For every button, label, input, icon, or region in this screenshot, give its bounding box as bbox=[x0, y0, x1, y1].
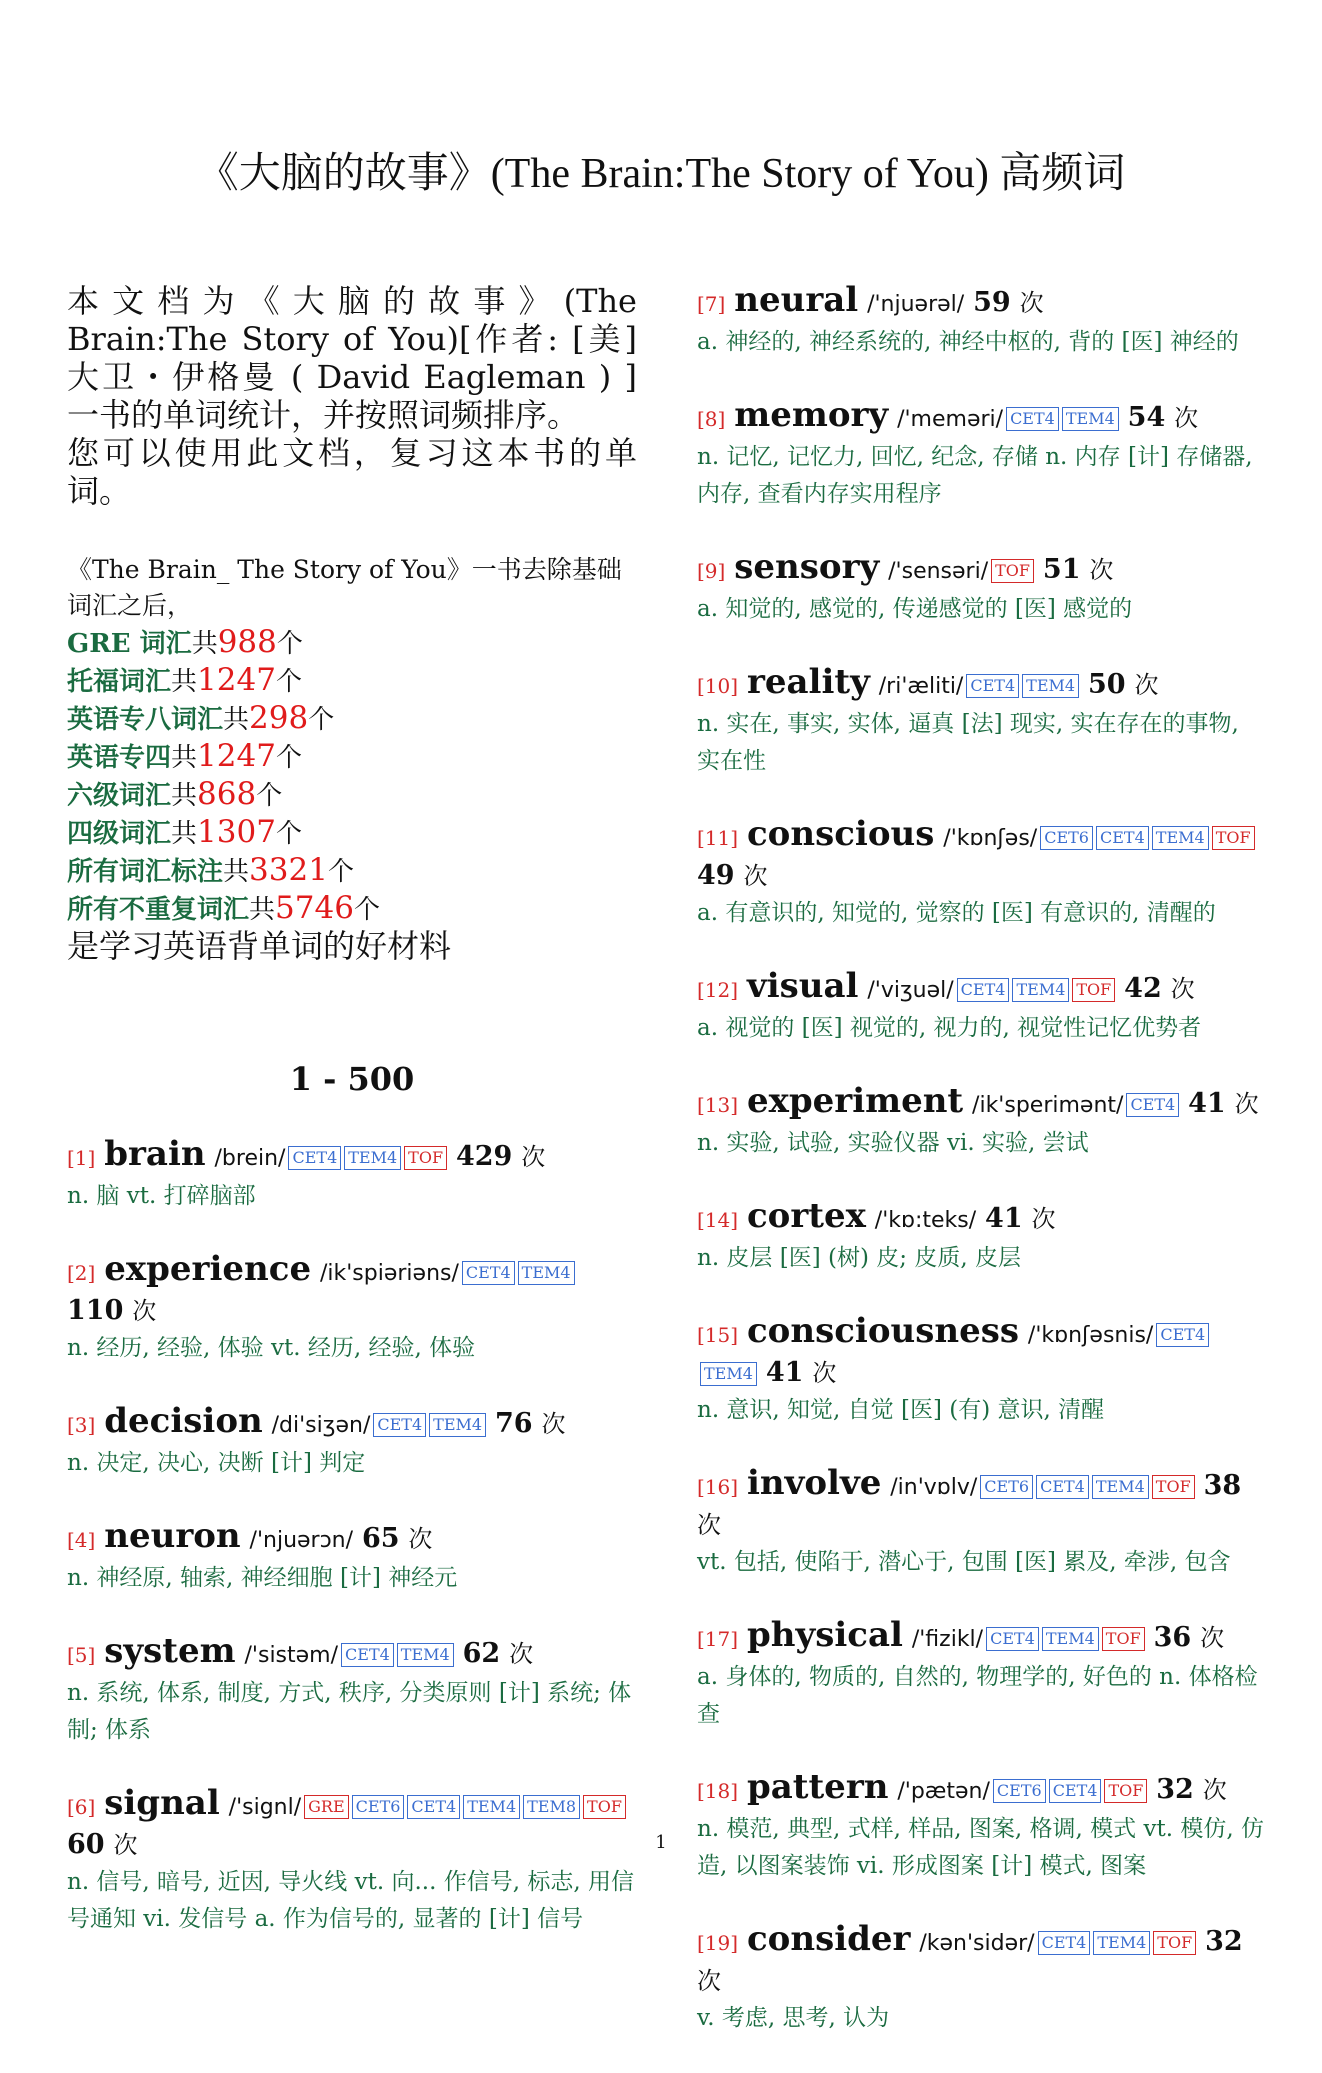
entry-count: 54 bbox=[1127, 402, 1166, 433]
entry-count: 41 bbox=[765, 1357, 804, 1388]
entry-phonetic: /kən'sidər/ bbox=[919, 1931, 1035, 1956]
entry-headline bbox=[697, 1465, 1267, 1543]
stat-count: 5746 bbox=[275, 890, 354, 926]
stat-count: 988 bbox=[217, 624, 277, 660]
stat-unit: 个 bbox=[353, 895, 380, 925]
exam-tag: TEM4 bbox=[1152, 826, 1209, 850]
count-suffix: 次 bbox=[743, 862, 768, 890]
entry-headline bbox=[697, 549, 1267, 590]
exam-tag: TEM4 bbox=[1062, 407, 1119, 431]
exam-tag: TEM4 bbox=[1092, 1475, 1149, 1499]
word-entry bbox=[697, 1921, 1267, 2037]
count-suffix: 次 bbox=[1234, 1090, 1259, 1118]
entry-word: memory bbox=[734, 395, 889, 435]
exam-tag: TOF bbox=[583, 1795, 626, 1819]
entry-count: 110 bbox=[67, 1295, 124, 1326]
stat-label: 英语专八词汇 bbox=[67, 705, 224, 735]
count-suffix: 次 bbox=[132, 1297, 157, 1325]
entry-phonetic: /in'vɒlv/ bbox=[890, 1475, 978, 1500]
stat-mid: 共 bbox=[191, 629, 218, 659]
entry-index: [8] bbox=[697, 407, 726, 431]
count-suffix: 次 bbox=[521, 1143, 546, 1171]
entry-headline bbox=[67, 1633, 637, 1674]
exam-tag: CET4 bbox=[966, 674, 1019, 698]
entry-index: [4] bbox=[67, 1528, 96, 1552]
stat-unit: 个 bbox=[256, 781, 283, 811]
count-suffix: 次 bbox=[509, 1640, 534, 1668]
stat-count: 3321 bbox=[249, 852, 328, 888]
entry-count: 32 bbox=[1205, 1926, 1243, 1957]
exam-tag: CET4 bbox=[1126, 1093, 1179, 1117]
entry-headline bbox=[697, 664, 1267, 705]
intro-paragraph bbox=[67, 282, 637, 510]
exam-tag: CET4 bbox=[341, 1643, 394, 1667]
entry-index: [14] bbox=[697, 1208, 739, 1232]
exam-tag: TEM4 bbox=[1022, 674, 1079, 698]
entry-phonetic: /'sensəri/ bbox=[888, 559, 989, 584]
entry-index: [1] bbox=[67, 1146, 96, 1170]
entry-definition: a. 视觉的 [医] 视觉的, 视力的, 视觉性记忆优势者 bbox=[697, 1015, 1202, 1041]
entry-count: 65 bbox=[361, 1523, 400, 1554]
exam-tag: CET6 bbox=[352, 1795, 405, 1819]
entry-index: [17] bbox=[697, 1627, 739, 1651]
exam-tag: TOF bbox=[1072, 978, 1115, 1002]
stat-unit: 个 bbox=[275, 667, 302, 697]
entry-count: 62 bbox=[462, 1638, 501, 1669]
entry-phonetic: /di'siʒən/ bbox=[271, 1413, 371, 1438]
entry-headline bbox=[697, 1083, 1267, 1124]
entry-word: involve bbox=[746, 1463, 882, 1503]
exam-tag: TOF bbox=[1152, 1475, 1195, 1499]
stat-line bbox=[67, 776, 637, 814]
stat-label: 英语专四 bbox=[67, 743, 172, 773]
stat-line bbox=[67, 624, 637, 662]
count-suffix: 次 bbox=[1200, 1624, 1225, 1652]
stat-line bbox=[67, 700, 637, 738]
entry-index: [19] bbox=[697, 1931, 739, 1955]
entry-word: brain bbox=[104, 1134, 206, 1174]
stat-label: 所有不重复词汇 bbox=[67, 895, 250, 925]
word-entry bbox=[697, 968, 1267, 1047]
exam-tag: TEM4 bbox=[1042, 1627, 1099, 1651]
entry-definition: n. 神经原, 轴索, 神经细胞 [计] 神经元 bbox=[67, 1565, 458, 1591]
stat-unit: 个 bbox=[327, 857, 354, 887]
entry-headline bbox=[697, 816, 1267, 894]
exam-tag: TEM4 bbox=[463, 1795, 520, 1819]
left-column bbox=[67, 282, 637, 1974]
entry-count: 38 bbox=[1203, 1470, 1242, 1501]
entry-word: visual bbox=[746, 966, 859, 1006]
word-entry bbox=[697, 1313, 1267, 1429]
entry-headline bbox=[697, 1617, 1267, 1658]
entry-definition: n. 皮层 [医] (树) 皮; 皮质, 皮层 bbox=[697, 1245, 1021, 1271]
entry-phonetic: /'kɒnʃəs/ bbox=[943, 826, 1038, 851]
exam-tag: CET6 bbox=[980, 1475, 1033, 1499]
word-entry bbox=[67, 1251, 637, 1367]
entry-phonetic: /'signl/ bbox=[228, 1795, 302, 1820]
entry-headline bbox=[67, 1251, 637, 1329]
stat-line bbox=[67, 890, 637, 928]
count-suffix: 次 bbox=[697, 1967, 721, 1995]
exam-tag: TEM4 bbox=[344, 1146, 401, 1170]
entry-headline bbox=[697, 397, 1267, 438]
count-suffix: 次 bbox=[697, 1511, 721, 1539]
entry-index: [2] bbox=[67, 1261, 96, 1285]
entry-count: 76 bbox=[494, 1408, 533, 1439]
count-suffix: 次 bbox=[1170, 975, 1195, 1003]
count-suffix: 次 bbox=[812, 1359, 837, 1387]
entry-definition: n. 实验, 试验, 实验仪器 vi. 实验, 尝试 bbox=[697, 1130, 1089, 1156]
stat-mid: 共 bbox=[171, 667, 198, 697]
entry-definition: n. 脑 vt. 打碎脑部 bbox=[67, 1183, 256, 1209]
entry-word: experience bbox=[104, 1249, 312, 1289]
exam-tag: CET4 bbox=[1038, 1931, 1091, 1955]
exam-tag: CET4 bbox=[1006, 407, 1059, 431]
exam-tag: CET4 bbox=[462, 1261, 515, 1285]
exam-tag: CET6 bbox=[1040, 826, 1093, 850]
entry-phonetic: /'meməri/ bbox=[897, 407, 1004, 432]
stat-label: 所有词汇标注 bbox=[67, 857, 224, 887]
exam-tag: TOF bbox=[991, 559, 1034, 583]
entry-headline bbox=[67, 1136, 637, 1177]
exam-tag: CET4 bbox=[1049, 1779, 1102, 1803]
page-title: 《大脑的故事》(The Brain:The Story of You) 高频词 bbox=[196, 151, 1126, 197]
entry-index: [6] bbox=[67, 1795, 96, 1819]
stats-block bbox=[67, 552, 637, 964]
entry-index: [7] bbox=[697, 292, 726, 316]
stat-mid: 共 bbox=[171, 781, 198, 811]
count-suffix: 次 bbox=[113, 1831, 138, 1859]
exam-tag: TEM4 bbox=[1012, 978, 1069, 1002]
exam-tag: CET4 bbox=[288, 1146, 341, 1170]
stats-lead: 《The Brain_ The Story of You》一书去除基础词汇之后， bbox=[67, 555, 622, 620]
entry-phonetic: /'viʒuəl/ bbox=[867, 978, 954, 1003]
stat-count: 1307 bbox=[197, 814, 276, 850]
word-entry bbox=[697, 549, 1267, 628]
count-suffix: 次 bbox=[541, 1410, 566, 1438]
entry-phonetic: /'kɒnʃəsnis/ bbox=[1027, 1323, 1154, 1348]
entry-count: 51 bbox=[1042, 554, 1081, 585]
entry-definition: n. 信号, 暗号, 近因, 导火线 vt. 向... 作信号, 标志, 用信号通知 vi. 发信号 a. 作为信号的, 显著的 [计] 信号 bbox=[67, 1869, 634, 1932]
stat-line bbox=[67, 852, 637, 890]
entry-count: 59 bbox=[973, 287, 1011, 318]
entry-list-right bbox=[697, 282, 1267, 2037]
entry-count: 49 bbox=[697, 860, 735, 891]
entry-word: decision bbox=[104, 1401, 263, 1441]
entry-index: [15] bbox=[697, 1323, 739, 1347]
count-suffix: 次 bbox=[1089, 556, 1114, 584]
stat-unit: 个 bbox=[308, 705, 335, 735]
entry-phonetic: /'njuərɔn/ bbox=[249, 1528, 354, 1553]
word-entry bbox=[697, 1617, 1267, 1733]
stat-count: 1247 bbox=[197, 662, 276, 698]
word-entry bbox=[67, 1136, 637, 1215]
entry-word: neural bbox=[734, 280, 859, 320]
stats-closing: 是学习英语背单词的好材料 bbox=[67, 927, 452, 965]
entry-headline bbox=[67, 1518, 637, 1559]
range-heading: 1 - 500 bbox=[289, 1060, 415, 1098]
exam-tag: TEM4 bbox=[429, 1413, 486, 1437]
entry-definition: n. 决定, 决心, 决断 [计] 判定 bbox=[67, 1450, 366, 1476]
stat-unit: 个 bbox=[275, 743, 302, 773]
exam-tag: CET4 bbox=[1036, 1475, 1089, 1499]
entry-phonetic: /'pætən/ bbox=[897, 1779, 990, 1804]
entry-index: [11] bbox=[697, 826, 739, 850]
entry-headline bbox=[697, 1313, 1267, 1391]
count-suffix: 次 bbox=[1134, 671, 1159, 699]
word-entry bbox=[67, 1785, 637, 1938]
exam-tag: CET4 bbox=[986, 1627, 1039, 1651]
stat-mid: 共 bbox=[171, 743, 198, 773]
word-entry bbox=[67, 1518, 637, 1597]
stat-mid: 共 bbox=[223, 857, 250, 887]
entry-count: 429 bbox=[455, 1141, 513, 1172]
exam-tag: GRE bbox=[304, 1795, 349, 1819]
stat-mid: 共 bbox=[223, 705, 250, 735]
count-suffix: 次 bbox=[408, 1525, 433, 1553]
entry-index: [5] bbox=[67, 1643, 96, 1667]
exam-tag: TEM4 bbox=[1093, 1931, 1150, 1955]
exam-tag: CET4 bbox=[373, 1413, 426, 1437]
stat-line bbox=[67, 738, 637, 776]
stats-list bbox=[67, 624, 637, 928]
exam-tag: CET6 bbox=[993, 1779, 1046, 1803]
entry-definition: n. 意识, 知觉, 自觉 [医] (有) 意识, 清醒 bbox=[697, 1397, 1105, 1423]
exam-tag: TOF bbox=[1104, 1779, 1147, 1803]
entry-word: physical bbox=[746, 1615, 903, 1655]
entry-count: 41 bbox=[985, 1203, 1023, 1234]
word-entry bbox=[697, 664, 1267, 780]
intro-line-1: 本文档为《大脑的故事》(The Brain:The Story of You)[作者: [美] 大卫・伊格曼 ( David Eagleman ) ] 一书的单词统计，并按照词频排序。 bbox=[67, 282, 637, 434]
entry-word: neuron bbox=[104, 1516, 241, 1556]
exam-tag: TEM4 bbox=[700, 1362, 757, 1386]
exam-tag: CET4 bbox=[957, 978, 1010, 1002]
entry-headline bbox=[67, 1403, 637, 1444]
exam-tag: TOF bbox=[1153, 1931, 1196, 1955]
word-entry bbox=[697, 1769, 1267, 1885]
exam-tag: CET4 bbox=[407, 1795, 460, 1819]
intro-line-2: 您可以使用此文档，复习这本书的单词。 bbox=[67, 434, 637, 510]
entry-word: consciousness bbox=[746, 1311, 1020, 1351]
count-suffix: 次 bbox=[1031, 1205, 1056, 1233]
word-entry bbox=[67, 1403, 637, 1482]
entry-count: 36 bbox=[1153, 1622, 1192, 1653]
stat-line bbox=[67, 662, 637, 700]
entry-definition: n. 系统, 体系, 制度, 方式, 秩序, 分类原则 [计] 系统; 体制; 体系 bbox=[67, 1680, 632, 1743]
stat-line bbox=[67, 814, 637, 852]
exam-tag: TOF bbox=[404, 1146, 447, 1170]
entry-word: signal bbox=[104, 1783, 220, 1823]
entry-count: 32 bbox=[1156, 1774, 1194, 1805]
entry-word: cortex bbox=[746, 1196, 866, 1236]
entry-definition: vt. 包括, 使陷于, 潜心于, 包围 [医] 累及, 牵涉, 包含 bbox=[697, 1549, 1231, 1575]
entry-phonetic: /'njuərəl/ bbox=[867, 292, 965, 317]
word-entry bbox=[697, 1083, 1267, 1162]
stat-label: 四级词汇 bbox=[67, 819, 172, 849]
exam-tag: TOF bbox=[1212, 826, 1255, 850]
entry-headline bbox=[697, 1198, 1267, 1239]
exam-tag: CET4 bbox=[1096, 826, 1149, 850]
entry-phonetic: /brein/ bbox=[214, 1146, 286, 1171]
exam-tag: TEM8 bbox=[523, 1795, 580, 1819]
entry-word: consider bbox=[746, 1919, 911, 1959]
entry-definition: a. 身体的, 物质的, 自然的, 物理学的, 好色的 n. 体格检查 bbox=[697, 1664, 1258, 1727]
entry-definition: a. 知觉的, 感觉的, 传递感觉的 [医] 感觉的 bbox=[697, 596, 1133, 622]
entry-count: 60 bbox=[67, 1829, 105, 1860]
entry-definition: v. 考虑, 思考, 认为 bbox=[697, 2005, 890, 2031]
stat-label: GRE 词汇 bbox=[67, 629, 192, 659]
stat-mid: 共 bbox=[171, 819, 198, 849]
stat-count: 1247 bbox=[197, 738, 276, 774]
entry-count: 42 bbox=[1124, 973, 1162, 1004]
entry-headline bbox=[697, 1769, 1267, 1810]
word-entry bbox=[697, 1198, 1267, 1277]
stat-label: 六级词汇 bbox=[67, 781, 172, 811]
entry-index: [3] bbox=[67, 1413, 96, 1437]
entry-phonetic: /ik'spiəriəns/ bbox=[319, 1261, 459, 1286]
entry-phonetic: /ik'sperimənt/ bbox=[972, 1093, 1124, 1118]
entry-phonetic: /'kɒ:teks/ bbox=[874, 1208, 977, 1233]
entry-word: experiment bbox=[746, 1081, 964, 1121]
entry-definition: n. 模范, 典型, 式样, 样品, 图案, 格调, 模式 vt. 模仿, 仿造, 以图案装饰 vi. 形成图案 [计] 模式, 图案 bbox=[697, 1816, 1264, 1879]
count-suffix: 次 bbox=[1174, 404, 1199, 432]
right-column bbox=[697, 282, 1267, 2073]
exam-tag: TOF bbox=[1102, 1627, 1145, 1651]
word-entry bbox=[697, 1465, 1267, 1581]
entry-list-left bbox=[67, 1136, 637, 1938]
stat-mid: 共 bbox=[249, 895, 276, 925]
word-entry bbox=[697, 282, 1267, 361]
entry-phonetic: /ri'æliti/ bbox=[878, 674, 964, 699]
entry-index: [12] bbox=[697, 978, 739, 1002]
entry-headline bbox=[697, 282, 1267, 323]
entry-index: [13] bbox=[697, 1093, 739, 1117]
entry-word: pattern bbox=[746, 1767, 889, 1807]
stat-count: 298 bbox=[249, 700, 309, 736]
stat-label: 托福词汇 bbox=[67, 667, 172, 697]
entry-word: reality bbox=[746, 662, 870, 702]
exam-tag: CET4 bbox=[1156, 1323, 1209, 1347]
entry-index: [18] bbox=[697, 1779, 739, 1803]
entry-index: [10] bbox=[697, 674, 739, 698]
entry-word: conscious bbox=[746, 814, 935, 854]
count-suffix: 次 bbox=[1019, 289, 1044, 317]
entry-definition: n. 实在, 事实, 实体, 逼真 [法] 现实, 实在存在的事物, 实在性 bbox=[697, 711, 1239, 774]
entry-word: sensory bbox=[734, 547, 880, 587]
entry-definition: a. 神经的, 神经系统的, 神经中枢的, 背的 [医] 神经的 bbox=[697, 329, 1239, 355]
entry-headline bbox=[697, 968, 1267, 1009]
entry-headline bbox=[697, 1921, 1267, 1999]
word-entry bbox=[697, 397, 1267, 513]
entry-index: [16] bbox=[697, 1475, 739, 1499]
entry-definition: n. 记忆, 记忆力, 回忆, 纪念, 存储 n. 内存 [计] 存储器, 内存, 查看内存实用程序 bbox=[697, 444, 1253, 507]
entry-word: system bbox=[104, 1631, 236, 1671]
page-number: 1 bbox=[655, 1832, 667, 1853]
exam-tag: TEM4 bbox=[397, 1643, 454, 1667]
entry-count: 50 bbox=[1087, 669, 1126, 700]
entry-definition: n. 经历, 经验, 体验 vt. 经历, 经验, 体验 bbox=[67, 1335, 476, 1361]
word-entry bbox=[697, 816, 1267, 932]
exam-tag: TEM4 bbox=[518, 1261, 575, 1285]
count-suffix: 次 bbox=[1202, 1776, 1227, 1804]
stat-unit: 个 bbox=[276, 629, 303, 659]
entry-index: [9] bbox=[697, 559, 726, 583]
entry-phonetic: /'sistəm/ bbox=[244, 1643, 339, 1668]
stat-count: 868 bbox=[197, 776, 257, 812]
stat-unit: 个 bbox=[275, 819, 302, 849]
entry-definition: a. 有意识的, 知觉的, 觉察的 [医] 有意识的, 清醒的 bbox=[697, 900, 1216, 926]
entry-count: 41 bbox=[1188, 1088, 1226, 1119]
entry-phonetic: /'fizikl/ bbox=[911, 1627, 984, 1652]
word-entry bbox=[67, 1633, 637, 1749]
